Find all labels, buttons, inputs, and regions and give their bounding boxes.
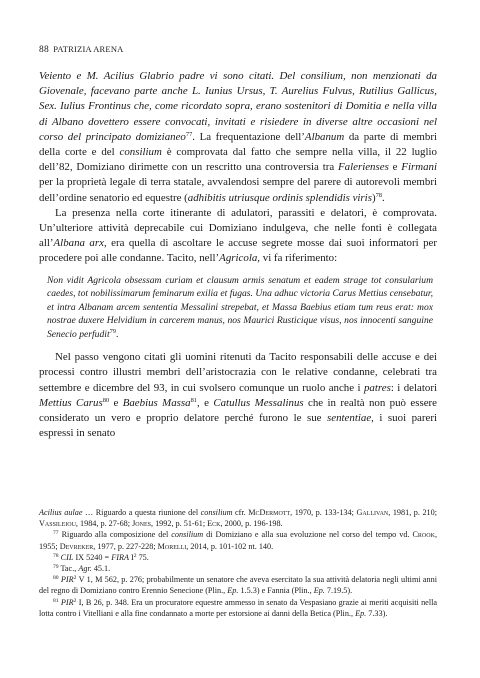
- paragraph: [39, 350, 437, 441]
- footnote-ref[interactable]: 80: [102, 396, 110, 404]
- text-run: CIL: [60, 552, 74, 562]
- superscript: 2: [133, 552, 137, 559]
- text-run: , i suoi pareri espressi in senato: [39, 411, 437, 440]
- footnote-ref[interactable]: 79: [109, 327, 116, 335]
- text-run: Albana arx: [53, 237, 104, 250]
- text-run: : i delatori: [390, 381, 437, 394]
- footnote-number: 79: [53, 564, 59, 571]
- page-number: 88: [39, 45, 49, 55]
- text-run: , e: [197, 396, 214, 409]
- author-name: Devreker: [59, 541, 94, 551]
- footnote-ref[interactable]: 81: [190, 396, 197, 404]
- text-run: , era quella di ascoltare le accuse segrete mosse dai suoi informatori per procedere poi alle condanne. Tacito, nell’: [39, 237, 438, 265]
- text-run: consilium: [119, 146, 162, 159]
- text-run: cfr.: [232, 508, 249, 517]
- author-name: Gallivan: [356, 508, 389, 517]
- footnote-number: 78: [53, 552, 59, 559]
- text-run: da parte di membri della corte e del: [39, 130, 438, 159]
- text-run: . La frequentazione dell’: [192, 130, 305, 143]
- superscript: 2: [73, 597, 77, 604]
- text-run: V 1, M 562, p. 276; probabilmente un senatore che aveva esercitato la sua attività delatoria negli ultimi anni del regno di Domiziano contro Erennio Senecione (Plin.,: [39, 575, 437, 596]
- text-run: che in realtà non può essere considerato un vero e proprio delatore perché furono le sue: [39, 396, 437, 424]
- footnote-number: 80: [53, 575, 59, 582]
- block-quote: [47, 274, 433, 342]
- text-run: patres: [363, 381, 391, 394]
- text-run: , 1984, p. 27-68;: [75, 519, 133, 529]
- text-run: consilium: [200, 508, 233, 517]
- paragraph: [39, 206, 437, 267]
- author-name: Eck: [207, 519, 221, 529]
- main-text: [39, 69, 437, 441]
- text-run: 1.5.3) e Fannia (Plin.,: [238, 586, 314, 596]
- text-run: La presenza nella corte itinerante di adulatori, parassiti e delatori, è comprovata. Un’ulteriore attività deprecabile cui Domiziano indulgeva, che nelle fonti è collegata all’: [39, 206, 437, 250]
- text-run: I, B 26, p. 348. Era un procuratore equestre ammesso in senato da Vespasiano grazie ai meriti acquisiti nella lotta contro i Vitelliani e alla fine condannato a morte per estorsione ai danni della Betica (Plin.,: [39, 597, 438, 618]
- text-run: Ep.: [227, 586, 239, 596]
- text-run: 7.19.5).: [324, 586, 353, 596]
- footnote-80: [39, 574, 437, 596]
- author-name: Crook: [412, 530, 435, 540]
- text-run: e: [109, 396, 123, 409]
- text-run: per la proprietà legale di terra statale, avvalendosi sempre del parere di autorevoli membri dell’ordine senatorio ed equestre (: [39, 176, 437, 204]
- footnote-number: 81: [53, 597, 59, 604]
- author-name: McDermott: [248, 508, 291, 517]
- text-run: Agricola: [219, 252, 258, 265]
- text-run: Falerienses: [338, 161, 389, 174]
- text-run: , 1955;: [39, 530, 437, 551]
- text-run: .: [381, 191, 385, 204]
- superscript: 2: [73, 575, 77, 582]
- text-run: 7.33).: [366, 608, 388, 618]
- text-run: ): [371, 191, 376, 204]
- text-run: PIR: [60, 597, 74, 607]
- author-name: Vassileiou: [39, 519, 76, 529]
- footnote-ref[interactable]: 78: [375, 191, 382, 199]
- text-run: FIRA: [111, 552, 129, 562]
- text-run: consilium: [171, 530, 204, 540]
- text-run: 75.: [136, 552, 149, 562]
- footnote-number: 77: [53, 530, 59, 537]
- footnote-79: [39, 563, 437, 574]
- text-run: Ep.: [313, 586, 325, 596]
- author-name: Morelli: [157, 541, 187, 551]
- text-run: , 1977, p. 227-228;: [93, 541, 158, 551]
- text-run: Baebius Massa: [122, 396, 191, 409]
- text-run: IX 5240 =: [73, 552, 112, 562]
- text-run: e: [388, 161, 402, 174]
- paragraph: [39, 69, 437, 206]
- text-run: Veiento e M. Acilius Glabrio padre vi sono citati. Del consilium, non menzionati da Giovenale, facevano parte anche L. Iunius Ursus, T. Aurelius Fulvus, Rutilius Gallicus, Sex. Iulius Frontinus che, come ricordato sopra, erano sostenitori di Domitia e nella villa di Albano dovettero essere convocati, invitati e risiedere in diverse altre occasioni nel corso del principato domizianeo: [39, 70, 437, 143]
- text-run: adhibitis utriusque ordinis splendidis viris: [187, 191, 372, 204]
- text-run: Nel passo vengono citati gli uomini ritenuti da Tacito responsabili delle accuse e dei processi contro illustri membri dell’aristocrazia con le relative condanne, celebrati tra settembre e dicembre del 93, in cui svolsero comunque un ruolo anche i: [39, 351, 437, 394]
- text-run: Tac.,: [58, 564, 79, 574]
- running-title: PATRIZIA ARENA: [53, 44, 124, 54]
- text-run: Firmani: [401, 161, 437, 174]
- text-run: 45.1.: [91, 564, 111, 574]
- text-run: sententiae: [327, 411, 372, 424]
- text-run: PIR: [60, 575, 74, 585]
- footnote-77: [39, 529, 437, 551]
- text-run: Ep.: [355, 608, 367, 618]
- footnote-continuation: [39, 507, 437, 529]
- text-run: , 1970, p. 133-134;: [290, 508, 357, 517]
- text-run: di Domiziano e alla sua evoluzione nel corso del tempo vd.: [203, 530, 413, 540]
- text-run: , 2000, p. 196-198.: [220, 519, 283, 529]
- text-run: .: [116, 328, 119, 340]
- author-name: Jones: [132, 519, 151, 529]
- footnote-78: [39, 552, 437, 563]
- text-run: … Riguardo a questa riunione del: [82, 508, 201, 517]
- text-run: Catullus Messalinus: [213, 396, 304, 409]
- text-run: è comprovata dal fatto che sempre nella villa, il 22 luglio dell’82, Domiziano dirimette con un rescritto una controversia tra: [39, 146, 437, 174]
- text-run: , 2014, p. 101-102 nt. 140.: [186, 541, 274, 551]
- text-run: , vi fa riferimento:: [257, 252, 338, 265]
- footnote-ref[interactable]: 77: [185, 130, 193, 138]
- text-run: Agr.: [78, 564, 92, 574]
- text-run: Albanum: [304, 130, 345, 143]
- text-run: Riguardo alla composizione del: [58, 530, 172, 540]
- text-run: Acilius aulae: [39, 508, 83, 517]
- footnote-81: [39, 597, 437, 619]
- text-run: , 1992, p. 51-61;: [150, 519, 208, 529]
- text-run: I: [128, 552, 134, 562]
- running-header: [39, 44, 124, 55]
- text-run: Mettius Carus: [39, 396, 103, 409]
- footnotes: [39, 507, 437, 619]
- text-run: , 1981, p. 210;: [388, 508, 438, 517]
- quote-text: Non vidit Agricola obsessam curiam et clausum armis senatum et eadem strage tot consularium caedes, tot nobilissimarum feminarum exilia et fugas. Una adhuc victoria Carus Mettius censebatur, et intra Albanam arcem sententia Messalini strepebat, et Massa Baebius etiam tum reus erat: mox nostrae duxere Helvidium in carcerem manus, nos Maurici Rusticique visus, nos innocenti sanguine Senecio perfudit: [47, 274, 433, 340]
